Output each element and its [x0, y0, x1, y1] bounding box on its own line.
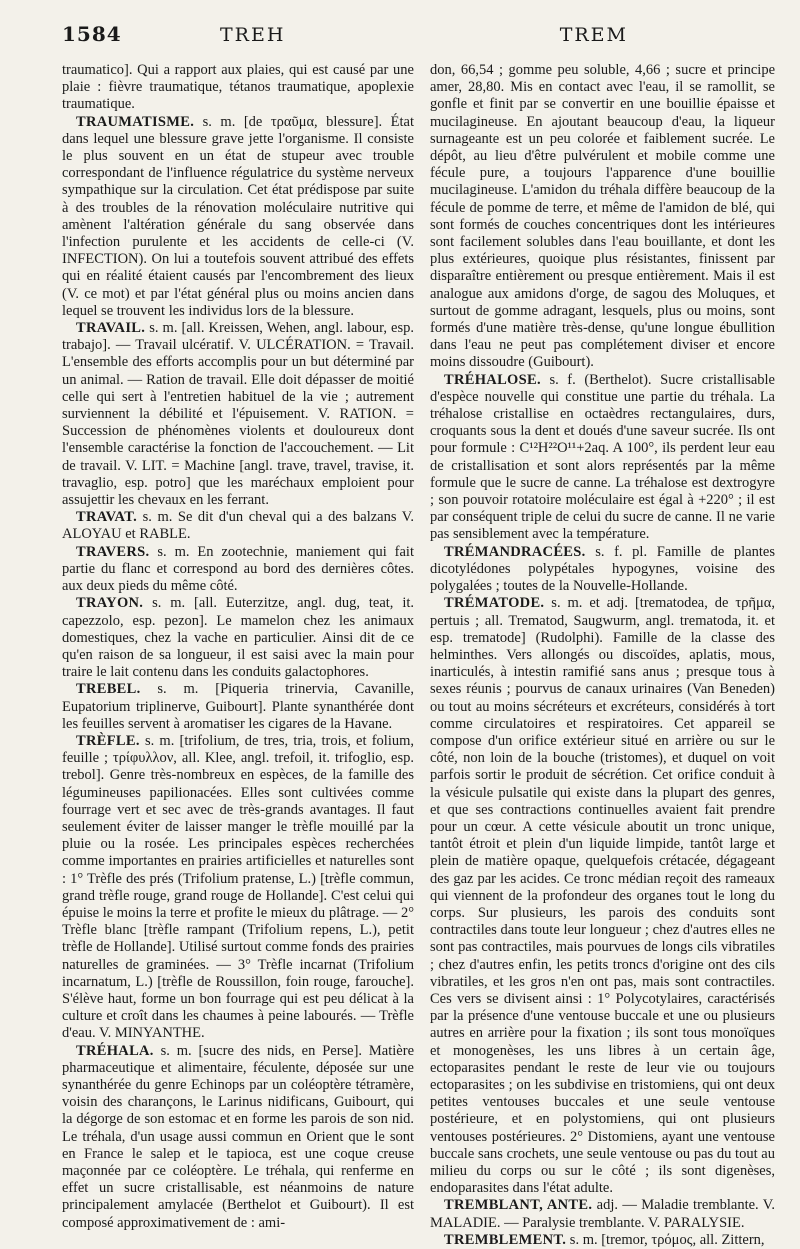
entry-text: s. m. [de τραῦμα, blessure]. État dans lequel une blessure grave jette l'organisme. Il consiste le plus souvent en un état de stupeur avec trouble correspondant de l'influence régulatrice du système nerveux sympathique sur la circulation. Cet état prédispose par suite à des troubles de la rénovation moléculaire nutritive qui amènent l'altération générale du sang observée dans l'infection purulente et les accidents de celle-ci (V. INFECTION). On lui a toutefois souvent attribué des effets qui en réalité étaient causés par l'encombrement des lieux (V. ce mot) et par l'état général plus ou moins ancien dans lequel se trouvent les individus lors de la blessure.	[62, 113, 415, 319]
entry-headword: TRAYON.	[76, 595, 144, 612]
entry-text: s. f. pl. Famille de plantes dicotylédones polypétales hypogynes, voisine des polygalées ; toutes de la Nouvelle-Hollande.	[430, 543, 775, 595]
dictionary-entry	[62, 1043, 414, 1232]
dictionary-entry	[62, 595, 414, 681]
entry-text: s. m. [all. Euterzitze, angl. dug, teat, it. capezzolo, esp. pezon]. Le mamelon chez les animaux domestiques, chez la vache en particulier. Ainsi dit de ce qu'en raison de sa longueur, il est saisi avec la main pour traire le lait contenu dans les conduits galactophores.	[62, 595, 414, 681]
entry-headword: TRÉHALOSE.	[444, 371, 541, 388]
entry-headword: TRAVAT.	[76, 509, 138, 526]
dictionary-entry	[430, 595, 775, 1197]
entry-text: s. m. [Piqueria trinervia, Cavanille, Eupatorium triplinerve, Guibourt]. Plante synanthérée dont les feuilles servent à aromatiser les cigares de la Havane.	[62, 681, 414, 732]
entry-headword: TREMBLANT, ANTE.	[444, 1197, 593, 1214]
entry-headword: TRÉHALA.	[76, 1042, 154, 1059]
entry-text: s. m. [sucre des nids, en Perse]. Matière pharmaceutique et alimentaire, féculente, déposée sur une synanthérée du genre Echinops par un coléoptère tétramère, voisin des charançons, le Larinus nidificans, Guibourt, qui la dégorge de son estomac et en forme les parois de son nid. Le tréhala, d'un usage aussi commun en Orient que le sont en France le salep et le tapioca, est une coque creuse maçonnée par ce coléoptère. Le tréhala, qui renferme en effet un sucre cristallisable, est néanmoins de nature principalement amylacée (Berthelot et Guibourt). Il est composé approximativement de : ami-	[62, 1042, 415, 1231]
entry-headword: TRAVAIL.	[76, 320, 146, 337]
dictionary-entry	[62, 509, 414, 543]
left-column	[62, 62, 415, 1231]
entry-text: s. m. et adj. [trematodea, de τρῆμα, pertuis ; all. Trematod, Saugwurm, angl. trematoda, it. et esp. trematode] (Rudolphi). Famille de la classe des helminthes. Vers allongés ou discoïdes, aplatis, mous, inarticulés, à intestin ramifié sans anus ; presque tous à sexes réunis ; pourvus de canaux urinaires (Van Beneden) ou tout au moins sécréteurs et excréteurs, considérés à tort comme circulatoires et respiratoires. Cet appareil se compose d'un orifice extérieur situé en arrière ou sur le côté, non loin de la bouche (tristomes), et duquel on voit parfois sortir le produit de sécrétion. Cet orifice conduit à la vésicule pulsatile qui existe dans la plupart des genres, et que ses contractions continuelles avaient fait prendre pour un cœur. A cette vésicule aboutit un tronc unique, tantôt étroit et plein d'un liquide limpide, tantôt large et plein de matière opaque, quelquefois crétacée, dégageant des gaz par les acides. Ce tronc médian reçoit des rameaux qui viennent de la profondeur des organes tout le long du corps. Sur plusieurs, les parois des conduits sont contractiles dans toute leur longueur ; chez d'autres elles ne sont pas contractiles, mais pourvues de longs cils vibratiles ; chez d'autres enfin, les petits troncs d'origine ont des cils vibratiles, et les gros n'en ont pas, mais sont contractiles. Ces vers se divisent ainsi : 1° Polycotylaires, caractérisés par la présence d'une ventouse buccale et une ou plusieurs autres en arrière pour la fixation ; ils sont tous monoïques et monogenèses, les uns libres à un certain âge, ectoparasites pendant le reste de leur vie ou toujours ectoparasites ; on les subdivise en tristomiens, qui ont deux petites ventouses buccales et une seule ventouse postérieure, et en polystomiens, qui ont plusieurs ventouses postérieures. 2° Distomiens, ayant une ventouse buccale sans crochets, une seule ventouse ou pas du tout au milieu du corps ou sur le côté ; ils sont digenèses, endoparasites dans l'état adulte.	[430, 595, 776, 1197]
left-running-head: TREH	[220, 24, 286, 46]
entry-text: s. m. [trifolium, de tres, tria, trois, et folium, feuille ; τρίφυλλον, all. Klee, angl. trefoil, it. trifoglio, esp. trebol]. Genre très-nombreux en espèces, de la famille des légumineuses papilionacées. Elles sont cultivées comme fourrage vert et sec avec de très-grands avantages. Il faut seulement éviter de laisser manger le trèfle mouillé par la pluie ou la rosée. Les principales espèces recherchées comme importantes en prairies artificielles et naturelles sont : 1° Trèfle des prés (Trifolium pratense, L.) [trèfle commun, grand trèfle rouge, grand rouge de Hollande]. C'est celui qui épuise le moins la terre et profite le mieux du plâtrage. — 2° Trèfle blanc [trèfle rampant (Trifolium repens, L.), petit trèfle de Hollande]. Utilisé surtout comme fonds des prairies naturelles de graminées. — 3° Trèfle incarnat (Trifolium incarnatum, L.) [trèfle de Roussillon, foin rouge, farouche]. S'élève haut, forme un bon fourrage qui est peu délicat à la culture et croît dans les chaumes à peine labourés. — Trèfle d'eau. V. MINYANTHE.	[62, 732, 415, 1042]
dictionary-entry	[62, 681, 414, 733]
entry-headword: TREBEL.	[76, 681, 141, 698]
entry-text: don, 66,54 ; gomme peu soluble, 4,66 ; sucre et principe amer, 28,80. Mis en contact avec l'eau, il se ramollit, se gonfle et finit par se convertir en une bouillie épaisse et mucilagineuse. En ajoutant beaucoup d'eau, la liqueur surnageante est un peu colorée et faiblement sucrée. Le dépôt, au lieu d'être pulvérulent et mobile comme une fécule pure, a toujours l'apparence d'une bouillie mucilagineuse. L'amidon du tréhala diffère beaucoup de la fécule de pomme de terre, et même de l'amidon de blé, qui sont formés de couches concentriques dont les intérieures sont facilement solubles dans l'eau bouillante, et dont les plus extérieures, quoique plus résistantes, finissent par disparaître entièrement ou presque entièrement. Mais il est analogue aux amidons d'orge, de sagou des Moluques, et surtout de gomme adragant, lesquels, plus ou moins, sont formés d'une matière très-dense, qu'une longue ébullition dans l'eau ne peut pas complétement diviser et encore moins dissoudre (Guibourt).	[430, 62, 775, 371]
dictionary-entry	[430, 372, 775, 544]
entry-continuation	[62, 62, 414, 114]
entry-headword: TRÉMATODE.	[444, 595, 545, 612]
entry-headword: TRAVERS.	[76, 543, 150, 560]
entry-text: s. m. [tremor, τρόμος, all. Zittern,	[569, 1231, 765, 1248]
dictionary-entry	[62, 114, 414, 320]
dictionary-entry	[62, 320, 414, 509]
right-running-head: TREM	[559, 24, 628, 46]
dictionary-entry	[430, 1197, 775, 1231]
entry-text: s. m. Se dit d'un cheval qui a des balzans V. ALOYAU et RABLE.	[62, 509, 414, 543]
entry-headword: TREMBLEMENT.	[444, 1231, 567, 1248]
entry-text: s. m. [all. Kreissen, Wehen, angl. labour, esp. trabajo]. — Travail ulcératif. V. ULCÉRATION. = Travail. L'ensemble des efforts accomplis pour un but déterminé par un animal. — Ration de travail. Elle doit dépasser de moitié celle qui sert à l'entretien habituel de la vie ; autrement surviennent la débilité et l'épuisement. V. RATION. = Succession de phénomènes violents et douloureux dont l'ensemble caractérise la fonction de l'accouchement. — Lit de travail. V. LIT. = Machine [angl. trave, travel, travise, it. travaglio, esp. potro] que les maréchaux emploient pour assujettir les chevaux en les ferrant.	[62, 320, 414, 509]
page-header	[62, 18, 768, 58]
right-column	[430, 62, 776, 1248]
dictionary-entry	[430, 1232, 775, 1249]
entry-text: traumatico]. Qui a rapport aux plaies, qui est causé par une plaie : fièvre traumatique, tétanos traumatique, apoplexie traumatique.	[62, 62, 414, 113]
entry-text: s. m. En zootechnie, maniement qui fait partie du flanc et correspond au bord des dernières côtes. aux deux pieds du même côté.	[62, 543, 414, 595]
entry-headword: TRÈFLE.	[76, 732, 140, 749]
entry-continuation	[430, 62, 775, 372]
dictionary-entry	[62, 544, 414, 596]
entry-headword: TRAUMATISME.	[76, 113, 195, 130]
page-number: 1584	[62, 22, 122, 46]
dictionary-entry	[62, 733, 414, 1043]
entry-headword: TRÉMANDRACÉES.	[444, 543, 586, 560]
entry-text: s. f. (Berthelot). Sucre cristallisable d'espèce nouvelle qui constitue une partie du tréhala. La tréhalose cristallise en octaèdres rectangulaires, durs, croquants sous la dent et doués d'une saveur sucrée. Ils ont pour formule : C¹²H²²O¹¹+2aq. A 100°, ils perdent leur eau de cristallisation et sont alors représentés par la même formule que le sucre de canne. La tréhalose est dextrogyre ; son pouvoir rotatoire moléculaire est égal à +220° ; il est par conséquent triple de celui du sucre de canne. Il ne varie pas sensiblement avec la température.	[430, 371, 775, 543]
dictionary-entry	[430, 544, 775, 596]
entry-text: adj. — Maladie tremblante. V. MALADIE. — Paralysie tremblante. V. PARALYSIE.	[430, 1197, 776, 1231]
